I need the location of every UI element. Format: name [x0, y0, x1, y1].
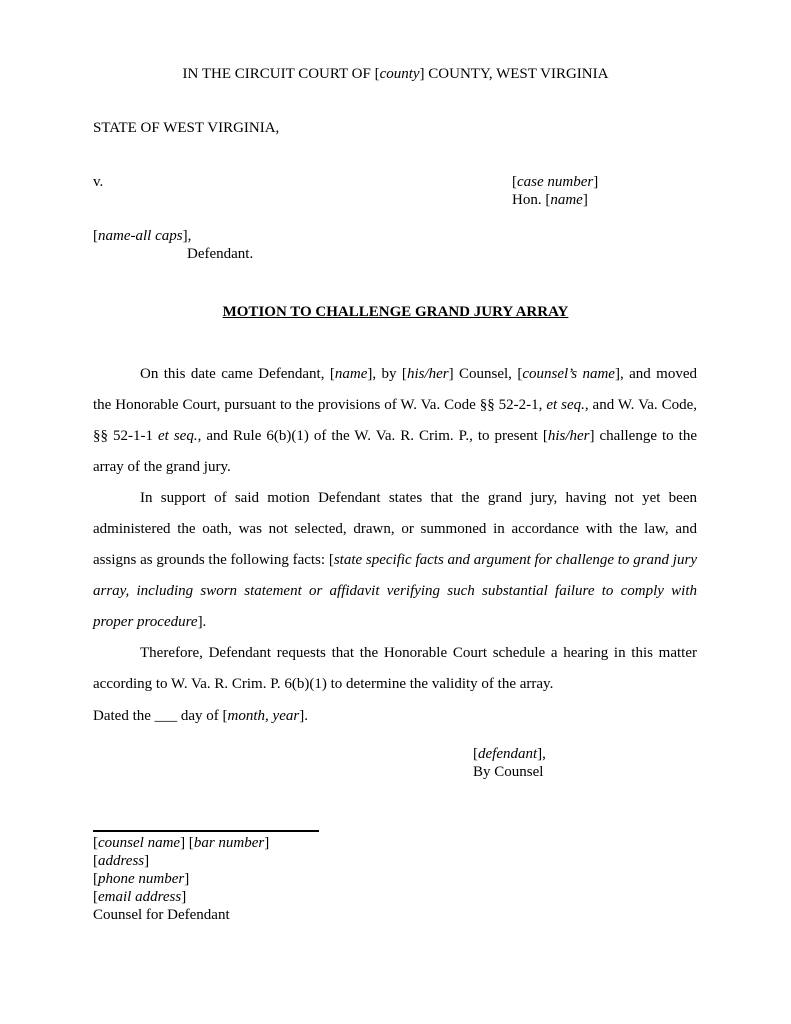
court-heading [0, 65, 791, 83]
bracket-open: [ [93, 228, 98, 244]
signature-by-counsel: By Counsel [473, 764, 544, 780]
case-number-placeholder: case number [517, 174, 594, 190]
case-number [512, 173, 598, 191]
judge-name-placeholder: name [550, 192, 583, 208]
versus: v. [93, 174, 104, 190]
court-heading-prefix: IN THE CIRCUIT COURT OF [ [182, 66, 380, 82]
signature-line [93, 830, 319, 832]
counsel-role: Counsel for Defendant [93, 907, 230, 923]
defendant-label: Defendant. [187, 246, 254, 262]
dated-line: Dated the ___ day of [month, year]. [93, 708, 308, 724]
defendant-name [93, 227, 191, 245]
signature-party: [defendant], [473, 746, 546, 762]
bracket-close: ], [182, 228, 192, 244]
counsel-name-line: [counsel name] [bar number] [93, 835, 270, 851]
judge-name [512, 191, 588, 209]
counsel-email-line: [email address] [93, 889, 187, 905]
paragraph-3: Therefore, Defendant requests that the Honorable Court schedule a hearing in this matter according to W. Va. R. Crim. P. 6(b)(1) to determine the validity of the array. [93, 645, 697, 692]
bracket-close: ] [582, 192, 588, 208]
paragraph-1: On this date came Defendant, [name], by [his/her] Counsel, [counsel’s name], and moved the Honorable Court, pursuant to the provisions of W. Va. Code §§ 52-2-1, et seq., and W. Va. Code, §§ 52-1-1 et seq., and Rule 6(b)(1) of the W. Va. R. Crim. P., to present [his/her] challenge to the array of the grand jury. [93, 366, 697, 475]
document-title: MOTION TO CHALLENGE GRAND JURY ARRAY [222, 304, 569, 320]
defendant-name-placeholder: name-all caps [98, 228, 183, 244]
court-heading-suffix: ] COUNTY, WEST VIRGINIA [419, 66, 609, 82]
bracket-open: [ [512, 174, 517, 190]
plaintiff-name: STATE OF WEST VIRGINIA, [93, 120, 280, 136]
bracket-close: ] [593, 174, 599, 190]
judge-prefix: Hon. [ [512, 192, 551, 208]
court-county-placeholder: county [379, 66, 420, 82]
paragraph-2: In support of said motion Defendant states that the grand jury, having not yet been administered the oath, was not selected, drawn, or summoned in accordance with the law, and assigns as grounds the following facts: [state specific facts and argument for challenge to grand jury array, including sworn statement or affidavit verifying such substantial failure to comply with proper procedure]. [93, 490, 697, 630]
counsel-address-line: [address] [93, 853, 150, 869]
counsel-phone-line: [phone number] [93, 871, 190, 887]
